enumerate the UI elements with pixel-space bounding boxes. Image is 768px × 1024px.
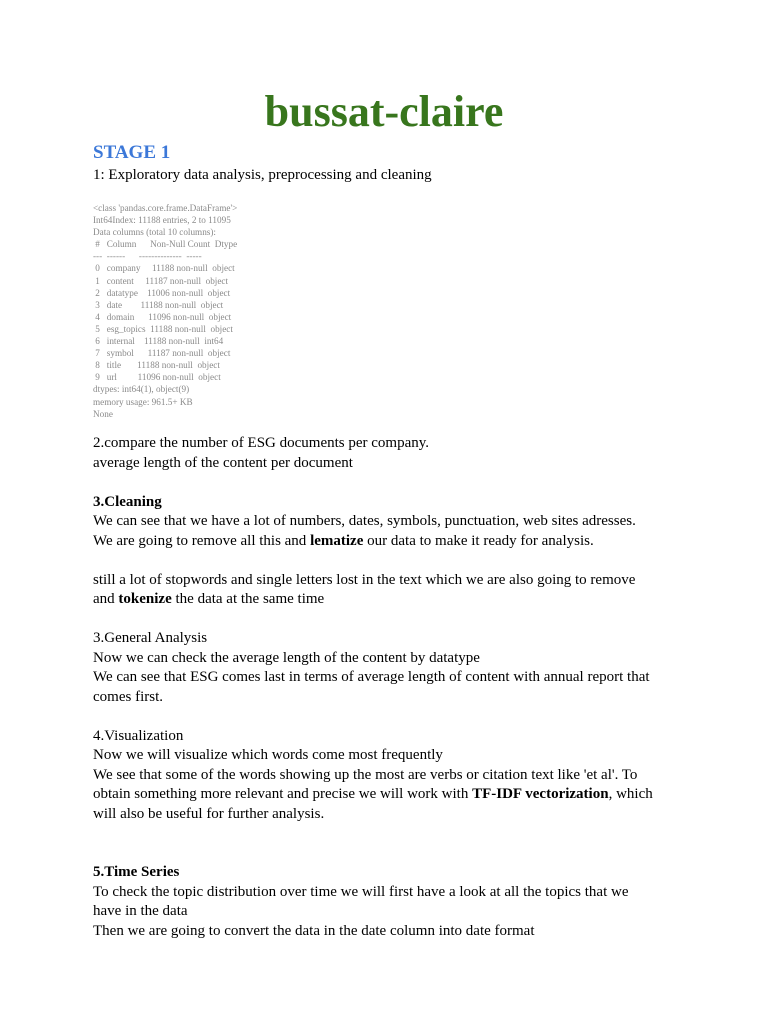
- code-output-line: 8 title 11188 non-null object: [93, 360, 220, 371]
- text-run: the data at the same time: [171, 591, 325, 607]
- stage-heading: STAGE 1: [93, 142, 171, 163]
- code-output-line: 0 company 11188 non-null object: [93, 263, 235, 274]
- bold-term-tokenize: tokenize: [118, 591, 172, 607]
- visualization-line-4: will also be useful for further analysis.: [93, 805, 325, 822]
- text-run: our data to make it ready for analysis.: [363, 532, 594, 549]
- code-output-line: None: [93, 408, 113, 419]
- code-output-line: Int64Index: 11188 entries, 2 to 11095: [93, 215, 231, 226]
- document-body: [93, 434, 683, 941]
- code-output-line: 6 internal 11188 non-null int64: [93, 336, 224, 347]
- code-output-line: --- ------ -------------- -----: [93, 251, 202, 262]
- text-run: and: [93, 591, 119, 607]
- time-series-line-3: Then we are going to convert the data in the date column into date format: [93, 922, 535, 939]
- compare-line-2: average length of the content per document: [93, 454, 353, 471]
- dataframe-info-output: [93, 202, 237, 420]
- text-run: obtain something more relevant and precise we will work with: [93, 786, 473, 802]
- time-series-heading: 5.Time Series: [93, 864, 180, 880]
- cleaning-p2-line-2: [93, 590, 683, 610]
- text-run: We are going to remove all this and: [93, 532, 311, 549]
- cleaning-p1-line-1: We can see that we have a lot of numbers, dates, symbols, punctuation, web sites adresses.: [93, 513, 636, 529]
- code-output-line: 9 url 11096 non-null object: [93, 372, 221, 383]
- text-run: , which: [608, 786, 653, 802]
- document-title: bussat-claire: [264, 87, 504, 136]
- cleaning-heading: 3.Cleaning: [93, 493, 162, 510]
- bold-term-tfidf: TF-IDF vectorization: [472, 786, 609, 802]
- visualization-line-1: Now we will visualize which words come most frequently: [93, 747, 443, 763]
- general-line-1: Now we can check the average length of the content by datatype: [93, 649, 480, 666]
- time-series-line-1: To check the topic distribution over time we will first have a look at all the topics that we: [93, 883, 629, 900]
- code-output-line: <class 'pandas.core.frame.DataFrame'>: [93, 203, 238, 213]
- code-output-line: 3 date 11188 non-null object: [93, 299, 224, 310]
- cleaning-p1-line-2: [93, 532, 683, 552]
- general-line-3: comes first.: [93, 688, 163, 705]
- code-output-line: 4 domain 11096 non-null object: [93, 311, 232, 322]
- general-line-2: We can see that ESG comes last in terms of average length of content with annual report that: [93, 669, 650, 685]
- visualization-line-2: We see that some of the words showing up the most are verbs or citation text like 'et al'. To: [93, 766, 638, 783]
- stage-subtitle: 1: Exploratory data analysis, preprocessing and cleaning: [93, 167, 432, 183]
- code-output-line: 5 esg_topics 11188 non-null object: [93, 323, 233, 334]
- cleaning-p2-line-1: still a lot of stopwords and single letters lost in the text which we are also going to remove: [93, 571, 636, 588]
- visualization-heading: 4.Visualization: [93, 727, 184, 744]
- code-output-line: dtypes: int64(1), object(9): [93, 384, 190, 395]
- general-analysis-heading: 3.General Analysis: [93, 630, 208, 646]
- time-series-line-2: have in the data: [93, 903, 188, 919]
- compare-line-1: 2.compare the number of ESG documents per company.: [93, 435, 430, 451]
- code-output-line: memory usage: 961.5+ KB: [93, 396, 193, 407]
- code-output-line: 1 content 11187 non-null object: [93, 275, 229, 286]
- visualization-line-3: [93, 785, 683, 805]
- code-output-line: 7 symbol 11187 non-null object: [93, 348, 231, 359]
- code-output-line: # Column Non-Null Count Dtype: [93, 239, 238, 250]
- code-output-line: 2 datatype 11006 non-null object: [93, 287, 231, 298]
- code-output-line: Data columns (total 10 columns):: [93, 227, 216, 238]
- bold-term-lematize: lematize: [310, 532, 364, 549]
